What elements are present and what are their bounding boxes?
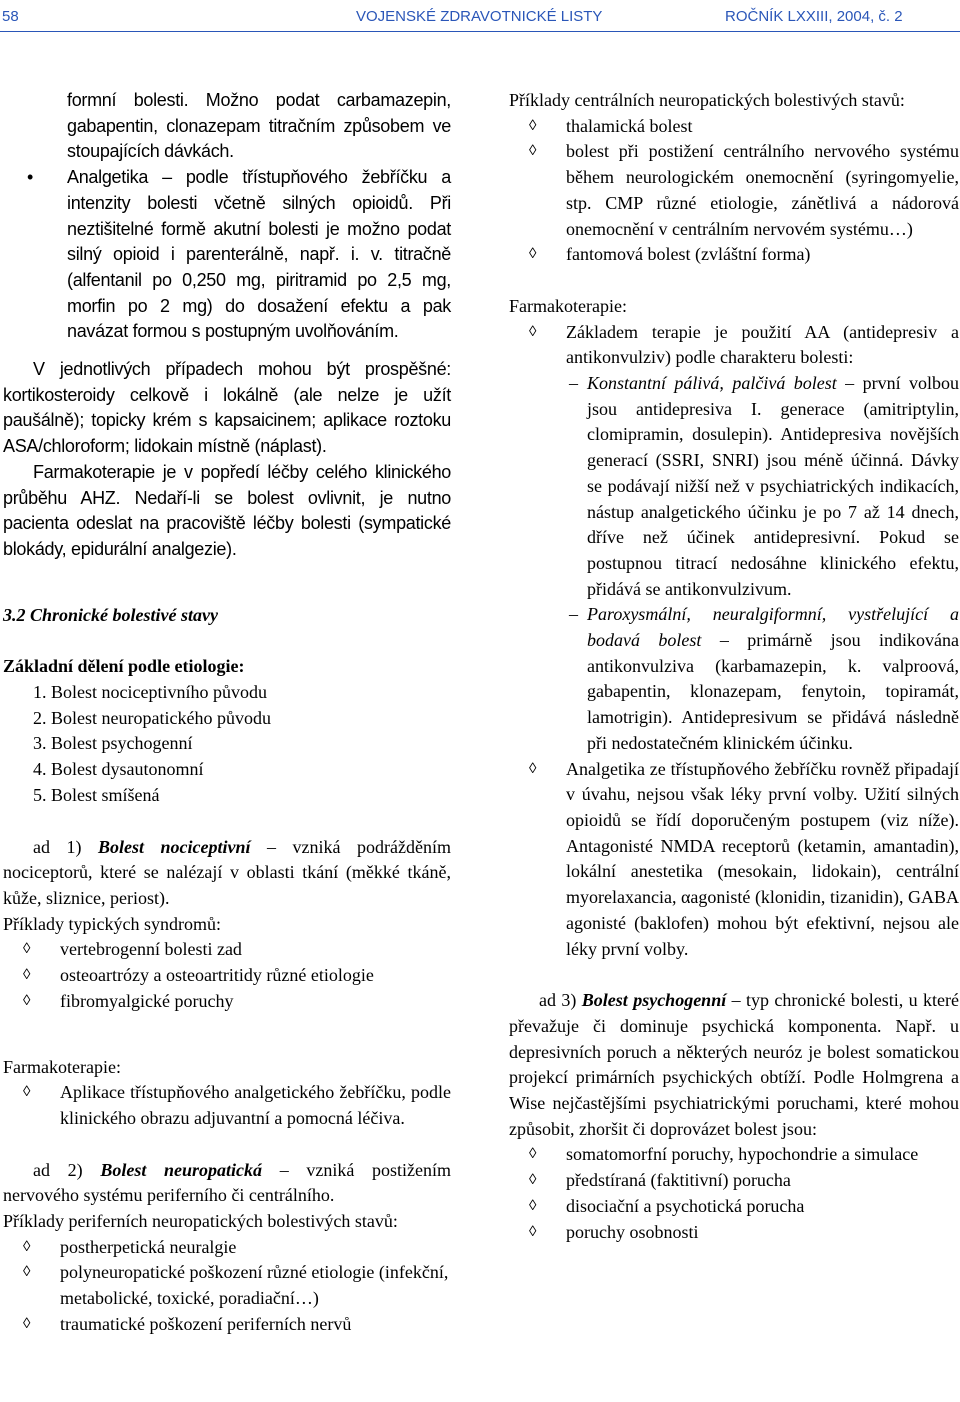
list-item-text: postherpetická neuralgie bbox=[60, 1236, 237, 1257]
ad1-prefix: ad 1) bbox=[33, 836, 82, 857]
division-item: 2. Bolest neuropatického původu bbox=[33, 707, 271, 728]
ad2-text: – vzniká postižením nervového systému periferního či centrálního. bbox=[3, 1159, 451, 1206]
list-item bbox=[3, 1312, 451, 1338]
dash2-text: – primárně jsou indikována antikonvulziva (karbamazepin, k. valproová, gabapentin, klonazepam, fenytoin, topiramát, lamotrigin). Antidepresivum se přidává následně při nedostatečném klinickém účinku. bbox=[587, 630, 959, 753]
diamond-icon: ◊ bbox=[529, 143, 537, 160]
ad2-term: Bolest neuropatická bbox=[100, 1159, 263, 1180]
bullet-icon: • bbox=[27, 167, 34, 188]
diamond-icon: ◊ bbox=[529, 1146, 537, 1163]
section-heading: 3.2 Chronické bolestivé stavy bbox=[3, 604, 218, 625]
list-item-text: fibromyalgické poruchy bbox=[60, 990, 234, 1011]
list-item-text: thalamická bolest bbox=[566, 115, 693, 136]
list-item-text: Základem terapie je použití AA (antidepresiv a antikonvulziv) podle charakteru bolesti: bbox=[566, 321, 959, 368]
diamond-icon: ◊ bbox=[23, 1238, 31, 1255]
page-number: 58 bbox=[2, 8, 19, 25]
central-label: Příklady centrálních neuropatických bolestivých stavů: bbox=[509, 90, 905, 110]
list-item bbox=[3, 1080, 451, 1131]
right-column bbox=[509, 88, 959, 1245]
diamond-icon: ◊ bbox=[23, 1315, 31, 1332]
ad3-term: Bolest psychogenní bbox=[581, 990, 727, 1011]
paragraph-pharmacotherapy: Farmakoterapie je v popředí léčby celého klinického průběhu AHZ. Nedaří-li se bolest ovlivnit, je nutno pacienta odeslat na pracoviště léčby bolesti (sympatické blokády, epidurální analgezie). bbox=[3, 461, 451, 559]
division-item: 1. Bolest nociceptivního původu bbox=[33, 682, 267, 703]
division-item: 3. Bolest psychogenní bbox=[33, 733, 193, 754]
list-item-text: disociační a psychotická porucha bbox=[566, 1195, 805, 1216]
list-item-text: poruchy osobnosti bbox=[566, 1221, 699, 1242]
division-list bbox=[3, 680, 451, 809]
diamond-icon: ◊ bbox=[529, 246, 537, 263]
list-item bbox=[509, 1142, 959, 1168]
ad3-prefix: ad 3) bbox=[539, 990, 577, 1011]
basic-division-heading: Základní dělení podle etiologie: bbox=[3, 656, 245, 677]
ad1-text: – vzniká podrážděním nociceptorů, které se nalézají v oblasti tkání (měkké tkáně, kůže, sliznice, periost). bbox=[3, 836, 452, 908]
list-item bbox=[509, 242, 959, 268]
diamond-icon: ◊ bbox=[23, 992, 31, 1009]
pharm2-label: Farmakoterapie: bbox=[509, 295, 627, 316]
dash1-term: Konstantní pálivá, palčivá bolest bbox=[587, 373, 837, 394]
journal-title: VOJENSKÉ ZDRAVOTNICKÉ LISTY bbox=[356, 8, 603, 25]
volume-info: ROČNÍK LXXIII, 2004, č. 2 bbox=[725, 8, 903, 25]
list-item-text: fantomová bolest (zvláštní forma) bbox=[566, 244, 811, 265]
list-item bbox=[509, 114, 959, 140]
list-item bbox=[3, 937, 451, 963]
list-item-text: osteoartrózy a osteoartritidy různé etiologie bbox=[60, 965, 374, 986]
list-item bbox=[509, 1168, 959, 1194]
list-item bbox=[3, 1235, 451, 1261]
division-item: 4. Bolest dysautonomní bbox=[33, 759, 204, 780]
diamond-icon: ◊ bbox=[23, 1264, 31, 1281]
list-item-text: bolest při postižení centrálního nervového systému během neurologickém onemocnění (syringomyelie, stp. CMP různé etiologie, zánětlivá a nádorová onemocnění v centrálním nervovém systému…) bbox=[566, 141, 959, 239]
ad3-paragraph bbox=[509, 988, 959, 1142]
diamond-icon: ◊ bbox=[529, 1223, 537, 1240]
list-item-text: polyneuropatické poškození různé etiologie (infekční, metabolické, toxické, poradiační…) bbox=[60, 1262, 449, 1309]
list-item bbox=[3, 963, 451, 989]
list-item-text: somatomorfní poruchy, hypochondrie a simulace bbox=[566, 1144, 919, 1165]
list-item bbox=[509, 139, 959, 242]
analgetika-text: Analgetika – podle třístupňového žebříčku a intenzity bolesti včetně silných opioidů. Při neztišitelné formě akutní bolesti je možno podat silný opioid i parenterálně, např. i. v. titračně (alfentanil po 0,250 mg, piritramid po 2,5 mg, morfin po 2 mg) do dosažení efektu a pak navázat formou s postupným uvolňováním. bbox=[67, 167, 451, 342]
ad1-term: Bolest nociceptivní bbox=[98, 836, 251, 857]
list-item-text: Analgetika ze třístupňového žebříčku rovněž připadají v úvahu, nejsou však léky první volby. Užití silných opioidů se řídí doporučeným postupem (viz níže). Antagonisté NMDA receptorů (ketamin, amantadin), lokální anestetika (mesokain, lidokain), centrální myorelaxancia, αagonisté (klonidin, tizanidin), GABA agonisté (baklofen) mohou být efektivní, nejsou ale léky první volby. bbox=[566, 758, 959, 959]
ad3-text: – typ chronické bolesti, u které převažuje či dominuje psychická komponenta. Např. u depresivních poruch a některých neuróz je bolest somatickou projekcí primárních psychických obtíží. Podle Holmgrena a Wise nejčastějšími psychiatrickými poruchami, které mohou způsobit, zhoršit či doprovázet bolest jsou: bbox=[509, 990, 960, 1139]
division-item: 5. Bolest smíšená bbox=[33, 784, 160, 805]
list-item-text: Aplikace třístupňového analgetického žebříčku, podle klinického obrazu adjuvantní a pomocná léčiva. bbox=[60, 1082, 451, 1128]
continued-text: formní bolesti. Možno podat carbamazepin, gabapentin, clonazepam titračním způsobem ve stoupajících dávkách. bbox=[67, 90, 451, 162]
dash-item bbox=[509, 602, 959, 756]
header-rule bbox=[0, 31, 960, 32]
list-item bbox=[509, 757, 959, 963]
ad1-paragraph bbox=[3, 835, 451, 912]
list-item bbox=[3, 1260, 451, 1311]
list-item bbox=[509, 320, 959, 371]
diamond-icon: ◊ bbox=[23, 941, 31, 958]
diamond-icon: ◊ bbox=[529, 117, 537, 134]
list-item-text: traumatické poškození periferních nervů bbox=[60, 1313, 352, 1334]
dash-icon: – bbox=[569, 373, 578, 394]
pharm1-label: Farmakoterapie: bbox=[3, 1056, 121, 1077]
paragraph-local-therapy: V jednotlivých případech mohou být prospěšné: kortikosteroidy celkově i lokálně (ale nelze je užít paušálně); topicky krém s kapsaicinem; aplikace roztoku ASA/chloroform; lidokain místně (náplast). bbox=[3, 359, 451, 457]
diamond-icon: ◊ bbox=[529, 1197, 537, 1214]
diamond-icon: ◊ bbox=[23, 1084, 31, 1101]
dash2-term: Paroxysmální, neuralgiformní, vystřelující a bodavá bolest bbox=[587, 604, 959, 651]
left-column bbox=[3, 88, 451, 1338]
page-header bbox=[0, 0, 960, 34]
diamond-icon: ◊ bbox=[529, 760, 537, 777]
examples1-label: Příklady typických syndromů: bbox=[3, 913, 221, 934]
dash1-text: – první volbou jsou antidepresiva I. generace (amitriptylin, clomipramin, dosulepin). Antidepresiva novějších generací (SSRI, SNRI) jsou méně účinná. Dávky se podávají nižší než v psychiatrických indikacích, nástup analgetického účinku je po 7 až 14 dnech, dříve než účinek antidepresivní. Pokud se postupnou titrací nedosáhne klinického efektu, přidává se antikonvulzivum. bbox=[587, 373, 960, 599]
dash-icon: – bbox=[569, 604, 578, 625]
analgetika-bullet bbox=[3, 165, 451, 345]
ad2-prefix: ad 2) bbox=[33, 1159, 83, 1180]
dash-item bbox=[509, 371, 959, 602]
diamond-icon: ◊ bbox=[23, 967, 31, 984]
diamond-icon: ◊ bbox=[529, 1172, 537, 1189]
list-item-text: vertebrogenní bolesti zad bbox=[60, 939, 242, 960]
examples2-label: Příklady periferních neuropatických bolestivých stavů: bbox=[3, 1211, 398, 1232]
list-item bbox=[3, 989, 451, 1015]
list-item bbox=[509, 1220, 959, 1246]
list-item bbox=[509, 1194, 959, 1220]
ad2-paragraph bbox=[3, 1158, 451, 1209]
list-item-text: předstíraná (faktitivní) porucha bbox=[566, 1170, 791, 1191]
diamond-icon: ◊ bbox=[529, 323, 537, 340]
